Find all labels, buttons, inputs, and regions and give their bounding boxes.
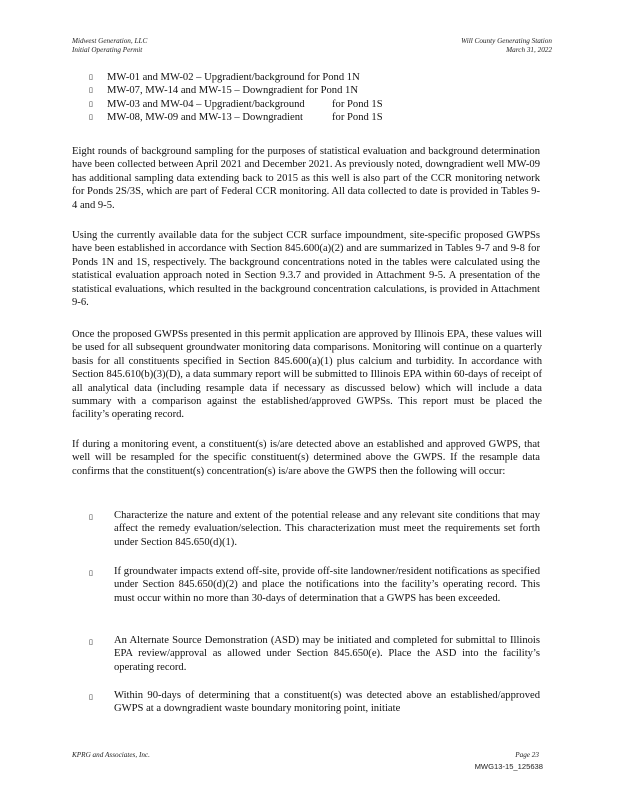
paragraph-monitoring: Once the proposed GWPSs presented in this permit application are approved by Illinois EPA, these values will be used for all subsequent groundwater monitoring data comparisons. Monitoring will continue on a quarterly basis for all constituents specified in Section 845.600(a)(1) plus calcium and turbidity. In accordance with Section 845.610(b)(3)(D), a data summary report will be submitted to Illinois EPA within 60-days of receipt of all analytical data (including resample data if necessary as discussed below) which will include a data summary with a comparison against the established/approved GWPSs. This report must be placed the facility’s operating record. [72, 329, 542, 421]
well-pond: for Pond 1S [332, 98, 383, 110]
document-date: March 31, 2022 [506, 46, 552, 54]
action-text: Characterize the nature and extent of the potential release and any relevant site conditions that may affect the remedy evaluation/selection. This characterization must meet the requirements set forth under Section 845.650(d)(1). [114, 510, 540, 548]
well-list-item [72, 84, 542, 97]
bullet-icon: ▯ [89, 693, 93, 701]
bullet-icon: ▯ [89, 73, 93, 81]
well-group: MW-08, MW-09 and MW-13 – Downgradient [107, 112, 303, 124]
page-number: Page 23 [515, 751, 539, 759]
well-list-item [72, 71, 542, 84]
paragraph-background-sampling: Eight rounds of background sampling for the purposes of statistical evaluation and background determination have been collected between April 2021 and December 2021. As previously noted, downgradient well MW-09 has additional sampling data extending back to 2015 as this well is also part of the CCR monitoring network for Ponds 2S/3S, which are part of Federal CCR monitoring. All data collected to date is provided in Tables 9-4 and 9-5. [72, 146, 540, 211]
action-item [72, 634, 540, 674]
action-item [72, 509, 540, 549]
station-name: Will County Generating Station [461, 37, 552, 45]
document-title: Initial Operating Permit [72, 46, 143, 54]
well-group: MW-01 and MW-02 – Upgradient/background for Pond 1N [107, 72, 360, 83]
action-text: An Alternate Source Demonstration (ASD) may be initiated and completed for submittal to Illinois EPA review/approval as allowed under Section 845.650(e). Place the ASD into the facility’s operating record. [114, 635, 540, 673]
action-item [72, 689, 540, 716]
well-group: MW-03 and MW-04 – Upgradient/background [107, 98, 305, 110]
bullet-icon: ▯ [89, 86, 93, 95]
bullet-icon: ▯ [89, 513, 93, 521]
header-right [402, 37, 552, 55]
paragraph-gwps-established: Using the currently available data for the subject CCR surface impoundment, site-specific proposed GWPSs have been established in accordance with Section 845.600(a)(2) and are summarized in Tables 9-7 and 9-8 for Ponds 1N and 1S, respectively. The background concentrations noted in the tables were calculated using the statistical evaluation approach noted in Section 9.3.7 and provided in Attachment 9-5. A presentation of the statistical evaluations, which resulted in the background concentration calculations, is provided in Attachment 9-6. [72, 230, 540, 309]
action-text: If groundwater impacts extend off-site, provide off-site landowner/resident notifications as specified under Section 845.650(d)(2) and place the notifications into the facility’s operating record. This must occur within no more than 30-days of determination that a GWPS has been exceeded. [114, 566, 540, 604]
well-list-item [72, 98, 542, 111]
action-text: Within 90-days of determining that a constituent(s) was detected above an established/approved GWPS at a downgradient waste boundary monitoring point, initiate [114, 690, 540, 715]
header-left [72, 37, 147, 55]
well-pond: for Pond 1S [332, 112, 383, 124]
action-item [72, 565, 540, 605]
well-list-item [72, 111, 542, 124]
bullet-icon: ▯ [89, 99, 93, 108]
paragraph-exceedance: If during a monitoring event, a constituent(s) is/are detected above an established and approved GWPS, that well will be resampled for the specific constituent(s) determined above the GWPS. If the resample data confirms that the constituent(s) concentration(s) is/are above the GWPS then the following will occur: [72, 439, 540, 477]
document-code: MWG13-15_125638 [474, 762, 543, 771]
bullet-icon: ▯ [89, 569, 93, 577]
bullet-icon: ▯ [89, 638, 93, 646]
well-group: MW-07, MW-14 and MW-15 – Downgradient for Pond 1N [107, 85, 358, 97]
bullet-icon: ▯ [89, 113, 93, 122]
footer-company: KPRG and Associates, Inc. [72, 751, 150, 759]
well-list [72, 71, 542, 125]
company-name: Midwest Generation, LLC [72, 37, 148, 45]
